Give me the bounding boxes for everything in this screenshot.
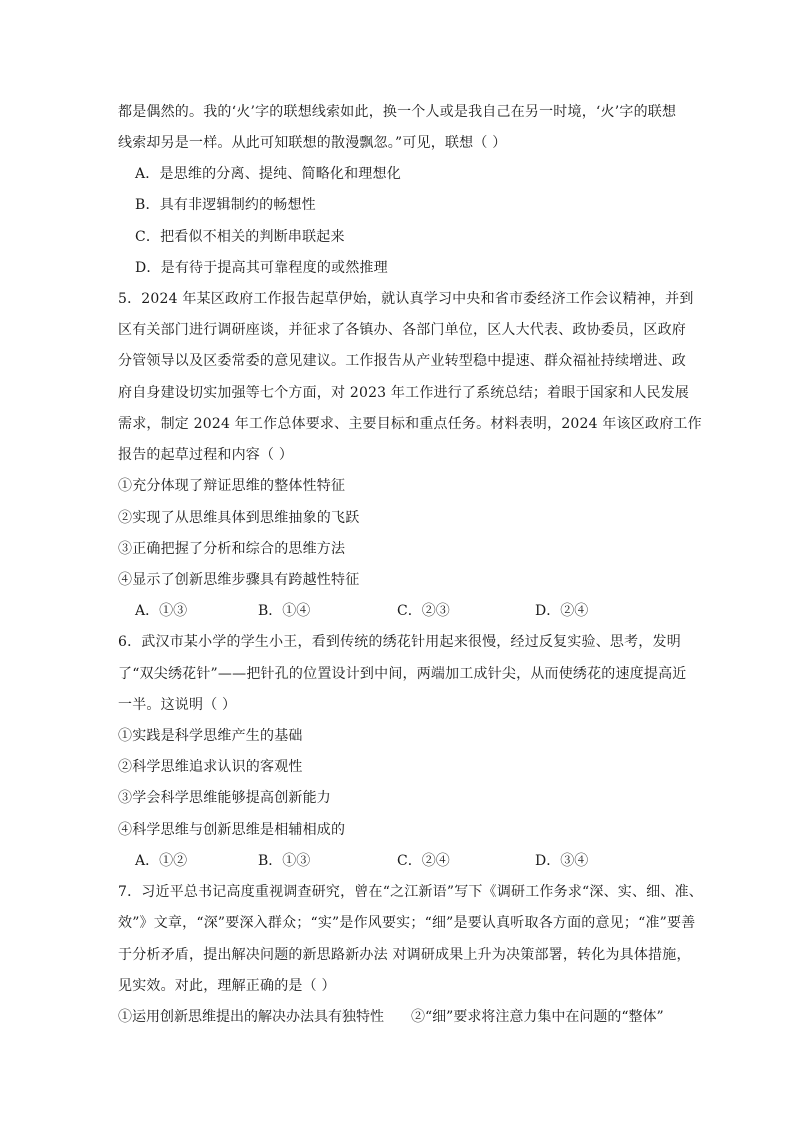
q5-line: 区有关部门进行调研座谈，并征求了各镇办、各部门单位，区人大代表、政协委员，区政府 [118,322,686,338]
q5-choices [135,601,695,621]
q6-line: 6．武汉市某小学的学生小王，看到传统的绣花针用起来很慢，经过反复实验、思考，发明 [118,634,681,650]
q5-choice-a: A．①③ [135,603,188,619]
option-d: D．是有待于提高其可靠程度的或然推理 [135,260,388,276]
q6-line: 了“双尖绣花针”——把针孔的位置设计到中间，两端加工成针尖，从而使绣花的速度提高近 [118,666,687,682]
q6-statement: ②科学思维追求认识的客观性 [118,759,303,775]
q6-choice-a: A．①② [135,853,188,869]
q7-line: 于分析矛盾，提出解决问题的新思路新办法 对调研成果上升为决策部署，转化为具体措施， [118,947,691,963]
q6-choice-b: B．①③ [258,853,311,869]
q5-line: 5．2024 年某区政府工作报告起草伊始，就认真学习中央和省市委经济工作会议精神，并到 [118,291,694,307]
q5-statement: ④显示了创新思维步骤具有跨越性特征 [118,572,360,588]
q5-line: 需求，制定 2024 年工作总体要求、主要目标和重点任务。材料表明，2024 年该区政府工作 [118,416,702,432]
q6-line: 一半。这说明（ ） [118,697,237,713]
q6-choice-d: D．③④ [535,853,589,869]
text-line: 线索却另是一样。从此可知联想的散漫飘忽。”可见，联想（ ） [118,135,507,151]
q5-line: 府自身建设切实加强等七个方面，对 2023 年工作进行了系统总结；着眼于国家和人民发展 [118,385,690,401]
q7-line: 见实效。对此，理解正确的是（ ） [118,978,336,994]
q5-statement: ①充分体现了辩证思维的整体性特征 [118,478,346,494]
option-c: C．把看似不相关的判断串联起来 [135,229,345,245]
q6-statement: ④科学思维与创新思维是相辅相成的 [118,822,346,838]
q7-statement: ①运用创新思维提出的解决办法具有独特性 [118,1009,384,1025]
text-line: 都是偶然的。我的‘火’字的联想线索如此，换一个人或是我自己在另一时境，‘火’字的联想 [118,104,677,120]
q5-line: 报告的起草过程和内容（ ） [118,447,294,463]
q6-statement: ①实践是科学思维产生的基础 [118,728,303,744]
q5-choice-b: B．①④ [258,603,311,619]
q5-statement: ②实现了从思维具体到思维抽象的飞跃 [118,510,360,526]
q7-line: 7．习近平总书记高度重视调查研究，曾在“之江新语”写下《调研工作务求“深、实、细、准、 [118,884,703,900]
option-a: A．是思维的分离、提纯、简略化和理想化 [135,166,401,182]
q6-choice-c: C．②④ [397,853,450,869]
q6-choices [135,851,695,871]
q5-line: 分管领导以及区委常委的意见建议。工作报告从产业转型稳中提速、群众福祉持续增进、政 [118,353,686,369]
q7-statements-row [118,1007,698,1027]
q5-statement: ③正确把握了分析和综合的思维方法 [118,541,346,557]
q7-statement: ②“细”要求将注意力集中在问题的“整体” [411,1009,664,1025]
q7-line: 效”》文章，“深”要深入群众；“实”是作风要实；“细”是要认真听取各方面的意见；“准”要善 [118,915,696,931]
q6-statement: ③学会科学思维能够提高创新能力 [118,790,331,806]
q5-choice-c: C．②③ [397,603,450,619]
option-b: B．具有非逻辑制约的畅想性 [135,197,316,213]
q5-choice-d: D．②④ [535,603,589,619]
